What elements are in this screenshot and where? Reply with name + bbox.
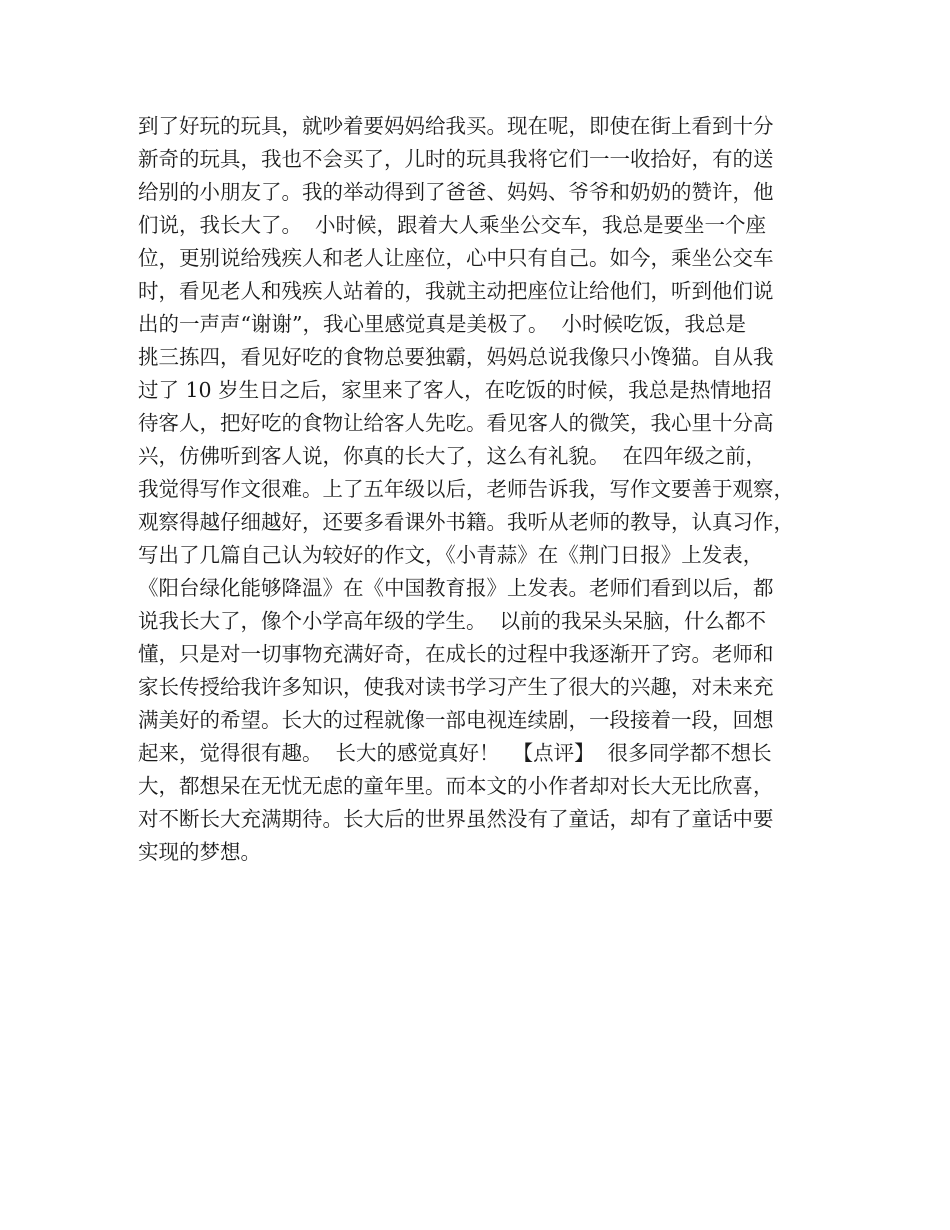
text-line: 观察得越仔细越好，还要多看课外书籍。我听从老师的教导，认真习作， [138, 510, 794, 534]
text-line: 待客人，把好吃的食物让给客人先吃。看见客人的微笑，我心里十分高 [138, 411, 774, 435]
text-line: 到了好玩的玩具，就吵着要妈妈给我买。现在呢，即使在街上看到十分 [138, 114, 774, 138]
text-line: 家长传授给我许多知识，使我对读书学习产生了很大的兴趣，对未来充 [138, 675, 774, 699]
text-line: 挑三拣四，看见好吃的食物总要独霸，妈妈总说我像只小馋猫。自从我 [138, 345, 774, 369]
text-line: 满美好的希望。长大的过程就像一部电视连续剧，一段接着一段，回想 [138, 708, 774, 732]
essay-body [138, 110, 838, 869]
text-line: 懂，只是对一切事物充满好奇，在成长的过程中我逐渐开了窍。老师和 [138, 642, 774, 666]
text-line: 位，更别说给残疾人和老人让座位，心中只有自己。如今，乘坐公交车 [138, 246, 774, 270]
text-line: 说我长大了，像个小学高年级的学生。 以前的我呆头呆脑，什么都不 [138, 609, 767, 633]
text-line: 对不断长大充满期待。长大后的世界虽然没有了童话，却有了童话中要 [138, 807, 774, 831]
text-line: 我觉得写作文很难。上了五年级以后，老师告诉我，写作文要善于观察， [138, 477, 794, 501]
text-line: 出的一声声“谢谢”，我心里感觉真是美极了。 小时候吃饭，我总是 [138, 312, 746, 336]
text-line: 大，都想呆在无忧无虑的童年里。而本文的小作者却对长大无比欣喜， [138, 774, 774, 798]
text-line: 新奇的玩具，我也不会买了，儿时的玩具我将它们一一收拾好，有的送 [138, 147, 774, 171]
text-line: 兴，仿佛听到客人说，你真的长大了，这么有礼貌。 在四年级之前， [138, 444, 767, 468]
text-line: 们说，我长大了。 小时候，跟着大人乘坐公交车，我总是要坐一个座 [138, 213, 767, 237]
text-line: 《阳台绿化能够降温》在《中国教育报》上发表。老师们看到以后，都 [138, 576, 774, 600]
text-line: 给别的小朋友了。我的举动得到了爸爸、妈妈、爷爷和奶奶的赞许，他 [138, 180, 774, 204]
text-line: 时，看见老人和残疾人站着的，我就主动把座位让给他们，听到他们说 [138, 279, 774, 303]
text-line: 写出了几篇自己认为较好的作文，《小青蒜》在《荆门日报》上发表， [138, 543, 764, 567]
text-line: 实现的梦想。 [138, 840, 261, 864]
text-line: 起来，觉得很有趣。 长大的感觉真好！ 【点评】 很多同学都不想长 [138, 741, 772, 765]
text-line: 过了 10 岁生日之后，家里来了客人，在吃饭的时候，我总是热情地招 [138, 378, 772, 402]
